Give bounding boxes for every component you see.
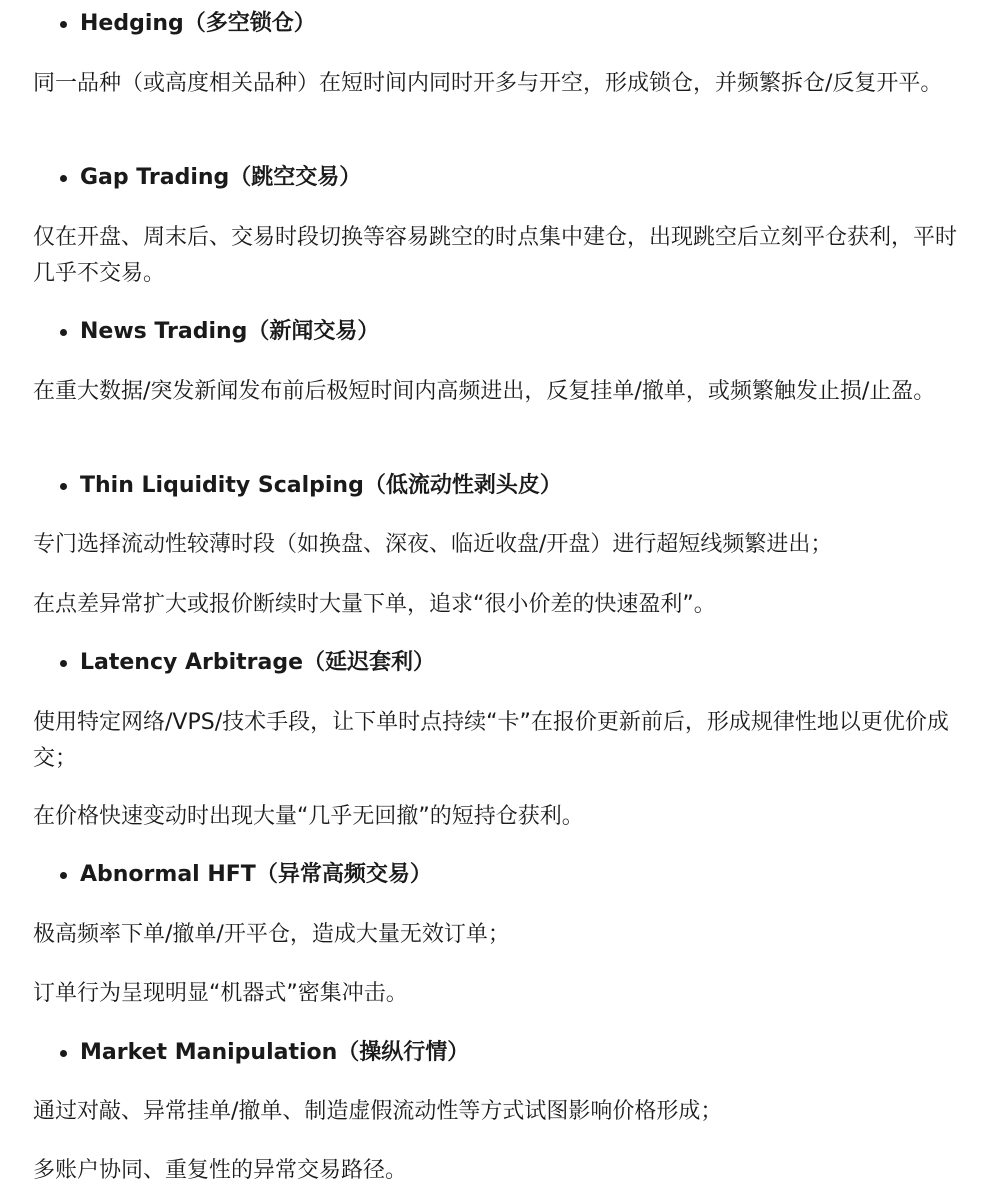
section-paragraph: 在点差异常扩大或报价断续时大量下单，追求“很小价差的快速盈利”。: [33, 592, 716, 617]
section-heading: News Trading（新闻交易）: [80, 319, 380, 344]
section-paragraph: 在重大数据/突发新闻发布前后极短时间内高频进出，反复挂单/撤单，或频繁触发止损/止盈。: [33, 379, 936, 404]
bullet-item-abnormal-hft: [60, 859, 432, 891]
section-heading: Thin Liquidity Scalping（低流动性剥头皮）: [80, 473, 562, 498]
bullet-dot-icon: [60, 175, 67, 182]
section-heading: Gap Trading（跳空交易）: [80, 165, 362, 190]
section-paragraph: 极高频率下单/撤单/开平仓，造成大量无效订单；: [33, 922, 510, 947]
bullet-item-gap-trading: [60, 162, 361, 194]
section-heading: Market Manipulation（操纵行情）: [80, 1040, 470, 1065]
bullet-item-market-manipulation: [60, 1037, 469, 1069]
bullet-dot-icon: [60, 329, 67, 336]
bullet-dot-icon: [60, 872, 67, 879]
section-paragraph: 使用特定网络/VPS/技术手段，让下单时点持续“卡”在报价更新前后，形成规律性地以更优价成交；: [33, 710, 949, 771]
bullet-dot-icon: [60, 1050, 67, 1057]
bullet-dot-icon: [60, 660, 67, 667]
section-paragraph: 同一品种（或高度相关品种）在短时间内同时开多与开空，形成锁仓，并频繁拆仓/反复开平。: [33, 71, 943, 96]
bullet-item-thin-liquidity-scalping: [60, 470, 562, 502]
section-paragraph: 订单行为呈现明显“机器式”密集冲击。: [33, 981, 408, 1006]
bullet-item-news-trading: [60, 316, 379, 348]
bullet-item-latency-arbitrage: [60, 647, 435, 679]
section-paragraph: 仅在开盘、周末后、交易时段切换等容易跳空的时点集中建仓，出现跳空后立刻平仓获利，平时几乎不交易。: [33, 225, 958, 286]
section-paragraph: 在价格快速变动时出现大量“几乎无回撤”的短持仓获利。: [33, 804, 584, 829]
bullet-dot-icon: [60, 483, 67, 490]
section-paragraph: 专门选择流动性较薄时段（如换盘、深夜、临近收盘/开盘）进行超短线频繁进出；: [33, 532, 833, 557]
bullet-dot-icon: [60, 21, 67, 28]
section-heading: Latency Arbitrage（延迟套利）: [80, 650, 436, 675]
section-heading: Hedging（多空锁仓）: [80, 11, 316, 36]
section-heading: Abnormal HFT（异常高频交易）: [80, 862, 432, 887]
section-paragraph: 多账户协同、重复性的异常交易路径。: [33, 1158, 408, 1183]
section-paragraph: 通过对敲、异常挂单/撤单、制造虚假流动性等方式试图影响价格形成；: [33, 1099, 723, 1124]
bullet-item-hedging: [60, 8, 316, 40]
